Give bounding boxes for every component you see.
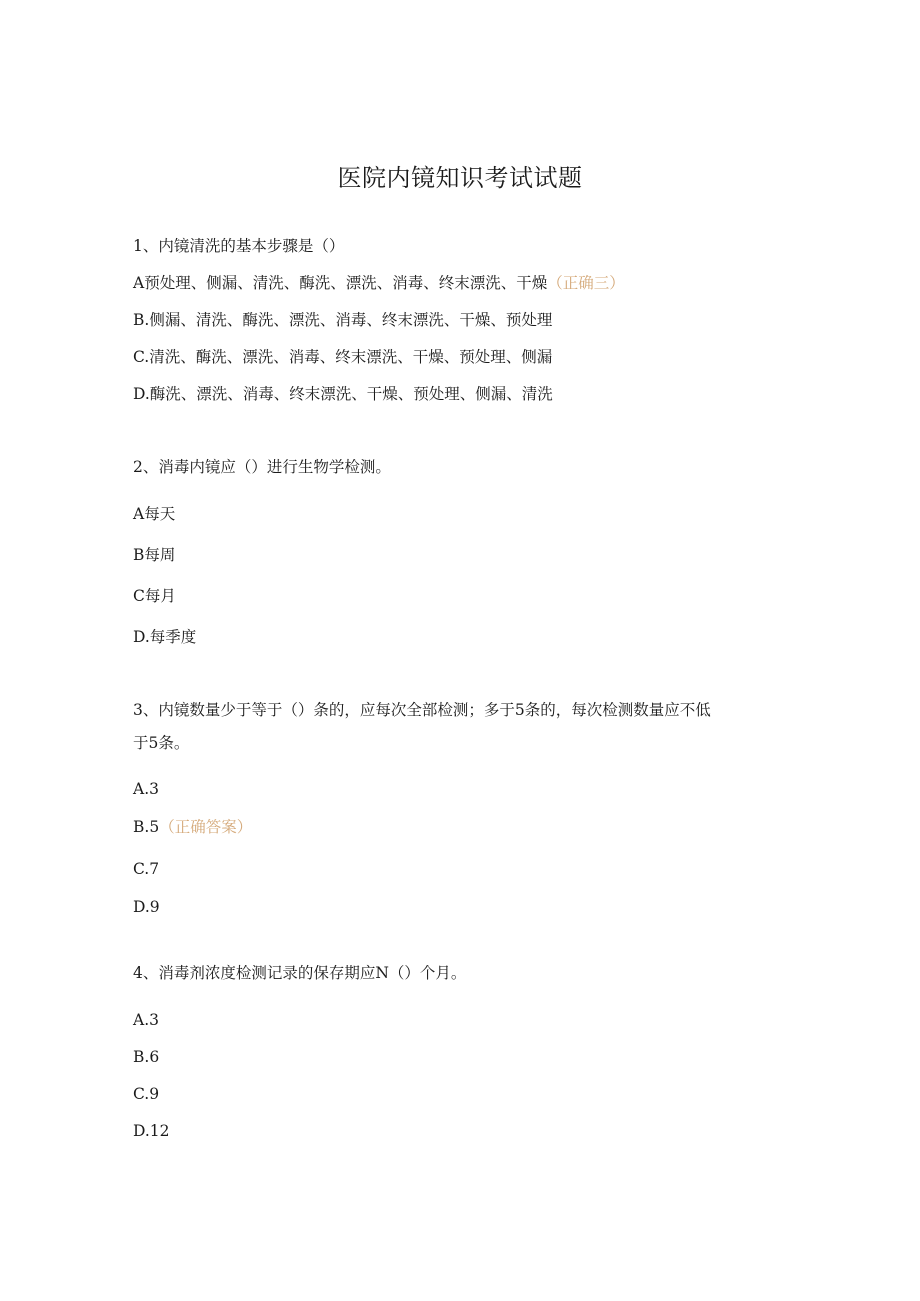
question-2-stem: 2、消毒内镜应（）进行生物学检测。 [133, 458, 391, 476]
question-3-option-a: A.3 [133, 780, 159, 798]
question-2-option-d: D.每季度 [133, 628, 197, 646]
answer-note: （正确答案） [159, 818, 253, 836]
question-1-option-a [133, 273, 625, 293]
question-1-stem: 1、内镜清洗的基本步骤是（） [133, 237, 345, 255]
question-4-stem: 4、消毒剂浓度检测记录的保存期应N（）个月。 [133, 964, 467, 982]
question-3-stem-line-2: 于5条。 [133, 734, 190, 752]
page-title: 医院内镜知识考试试题 [337, 164, 583, 192]
question-4-option-d: D.12 [133, 1122, 170, 1140]
question-1-option-b: B.侧漏、清洗、酶洗、漂洗、消毒、终末漂洗、干燥、预处理 [133, 311, 553, 329]
question-2-option-a: A每天 [133, 505, 176, 523]
question-3-option-b [133, 817, 252, 837]
question-3-option-c: C.7 [133, 860, 160, 878]
option-text: A预处理、侧漏、清洗、酶洗、漂洗、消毒、终末漂洗、干燥 [133, 274, 548, 292]
question-1-option-c: C.清洗、酶洗、漂洗、消毒、终末漂洗、干燥、预处理、侧漏 [133, 348, 553, 366]
question-4-option-a: A.3 [133, 1011, 159, 1029]
option-text: B.5 [133, 818, 160, 836]
answer-note: （正确三） [547, 274, 625, 292]
question-4-option-c: C.9 [133, 1085, 160, 1103]
question-2-option-b: B每周 [133, 546, 176, 564]
question-3-stem-line-1: 3、内镜数量少于等于（）条的，应每次全部检测；多于5条的，每次检测数量应不低 [133, 701, 711, 719]
question-3-option-d: D.9 [133, 898, 160, 916]
question-1-option-d: D.酶洗、漂洗、消毒、终末漂洗、干燥、预处理、侧漏、清洗 [133, 385, 553, 403]
question-4-option-b: B.6 [133, 1048, 160, 1066]
question-2-option-c: C每月 [133, 587, 176, 605]
